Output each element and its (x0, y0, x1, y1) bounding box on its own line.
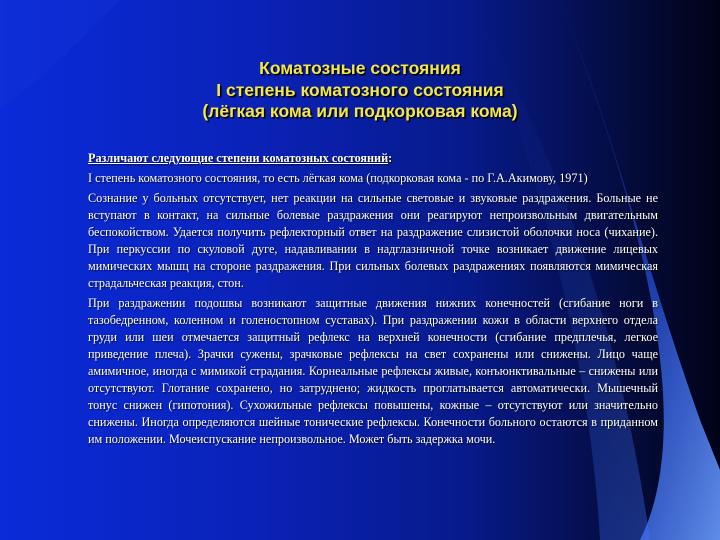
paragraph-1: I степень коматозного состояния, то есть лёгкая кома (подкорковая кома - по Г.А.Акимову, 1971) (88, 171, 588, 185)
slide-title (0, 58, 720, 123)
slide-body (88, 150, 658, 451)
title-line-1: Коматозные состояния (259, 58, 461, 78)
title-line-2: I степень коматозного состояния (216, 79, 504, 100)
body-heading (88, 150, 658, 167)
heading-colon: : (388, 151, 393, 165)
heading-text: Различают следующие степени коматозных состояний (88, 151, 389, 165)
title-line-3: (лёгкая кома или подкорковая кома) (202, 101, 518, 121)
paragraph-2: Сознание у больных отсутствует, нет реакции на сильные световые и звуковые раздражения. Больные не вступают в контакт, на сильные болевые раздражения они реагируют непроизвольным двигательным беспокойством. Удается получить рефлекторный ответ на раздражение слизистой оболочки носа (чихание). При перкуссии по скуловой дуге, надавливании в надглазничной точке возникает движение лицевых мимических мышц на стороне раздражения. При сильных болевых раздражениях появляются мимическая страдальческая реакция, стон. (88, 191, 658, 290)
paragraph-3: При раздражении подошвы возникают защитные движения нижних конечностей (сгибание ноги в тазобедренном, коленном и голеностопном суставах). При раздражении кожи в области верхнего отдела груди или шеи отмечается защитный рефлекс на верхней конечности (сгибание предплечья, легкое приведение плеча). Зрачки сужены, зрачковые рефлексы на свет сохранены или снижены. Лицо чаще амимичное, иногда с мимикой страдания. Корнеальные рефлексы живые, конъюнктивальные – снижены или отсутствуют. Глотание сохранено, но затруднено; жидкость проглатывается автоматически. Мышечный тонус снижен (гипотония). Сухожильные рефлексы повышены, кожные – отсутствуют или значительно снижены. Иногда определяются шейные тонические рефлексы. Конечности больного остаются в приданном им положении. Мочеиспускание непроизвольное. Может быть задержка мочи. (88, 296, 658, 446)
